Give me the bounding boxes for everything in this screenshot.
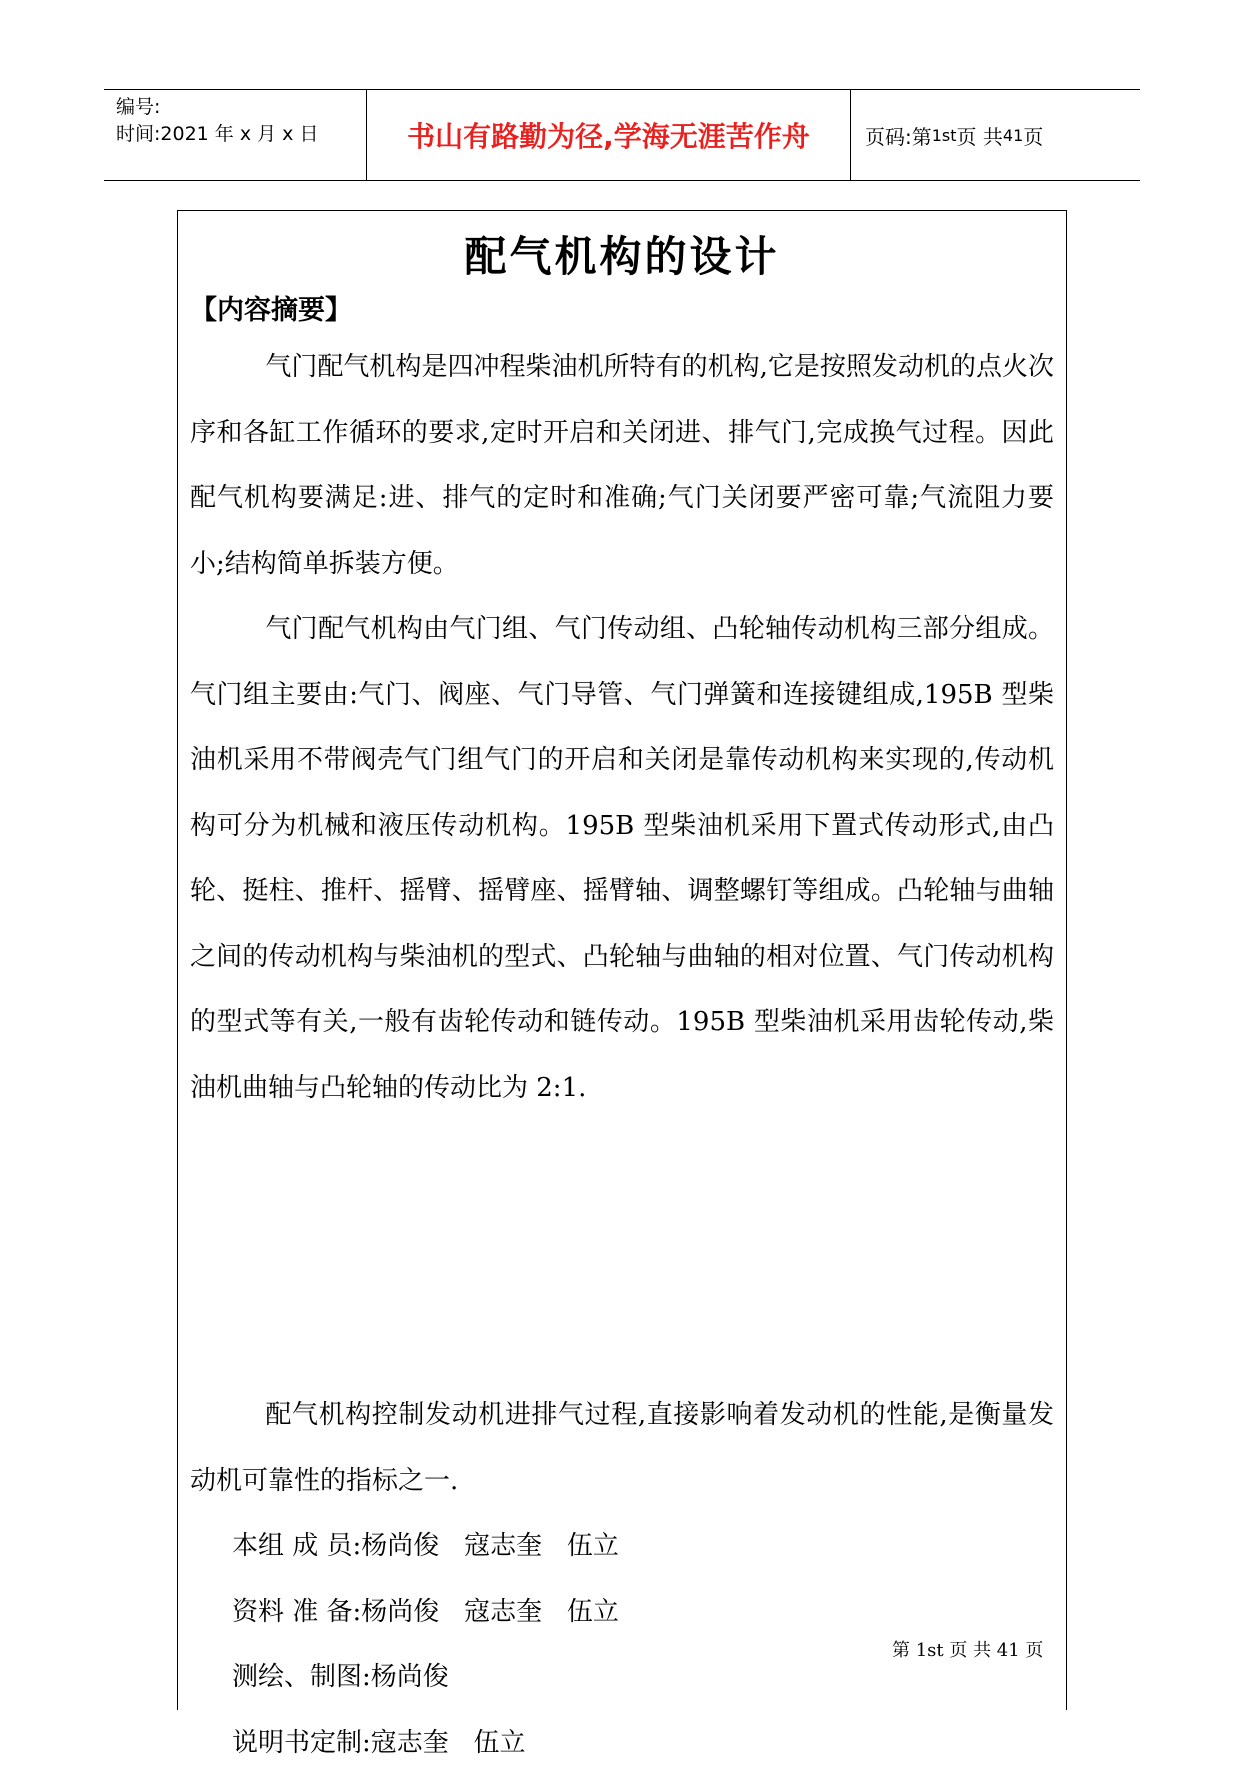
header-meta [104,90,367,180]
header-motto: 书山有路勤为径,学海无涯苦作舟 [367,90,851,180]
time-label: 时间:2021 年 x 月 x 日 [116,121,366,148]
page-total: 41 [1003,126,1023,145]
paragraph-3: 配气机构控制发动机进排气过程,直接影响着发动机的性能,是衡量发动机可靠性的指标之一. [190,1383,1054,1514]
credit-materials: 资料 准 备:杨尚俊 寇志奎 伍立 [232,1580,619,1646]
credits-list [232,1514,619,1776]
page-footer: 第 1st 页 共 41 页 [892,1636,1043,1662]
serial-number-label: 编号: [116,94,366,121]
abstract-heading: 【内容摘要】 [190,291,352,331]
page-prefix: 页码:第 [865,121,932,150]
page-header [104,89,1140,181]
page-suffix: 页 [1023,121,1043,150]
paragraph-2: 气门配气机构由气门组、气门传动组、凸轮轴传动机构三部分组成。气门组主要由:气门、阀座、气门导管、气门弹簧和连接键组成,195B 型柴油机采用不带阀壳气门组气门的开启和关闭是靠传动机构来实现的,传动机构可分为机械和液压传动机构。195B 型柴油机采用下置式传动形式,由凸轮、挺柱、推杆、摇臂、摇臂座、摇臂轴、调整螺钉等组成。凸轮轴与曲轴之间的传动机构与柴油机的型式、凸轮轴与曲轴的相对位置、气门传动机构的型式等有关,一般有齿轮传动和链传动。195B 型柴油机采用齿轮传动,柴油机曲轴与凸轮轴的传动比为 2:1. [190,597,1054,1121]
paragraph-1: 气门配气机构是四冲程柴油机所特有的机构,它是按照发动机的点火次序和各缸工作循环的要求,定时开启和关闭进、排气门,完成换气过程。因此配气机构要满足:进、排气的定时和准确;气门关闭要严密可靠;气流阻力要小;结构简单拆装方便。 [190,335,1054,597]
header-page-info [851,90,1140,180]
page-current: 1st [932,126,957,145]
document-title: 配气机构的设计 [178,229,1066,285]
page-middle: 页 共 [957,121,1003,150]
credit-manual: 说明书定制:寇志奎 伍立 [232,1711,619,1776]
content-box [177,210,1067,1710]
credit-drawing: 测绘、制图:杨尚俊 [232,1645,619,1711]
credit-members: 本组 成 员:杨尚俊 寇志奎 伍立 [232,1514,619,1580]
